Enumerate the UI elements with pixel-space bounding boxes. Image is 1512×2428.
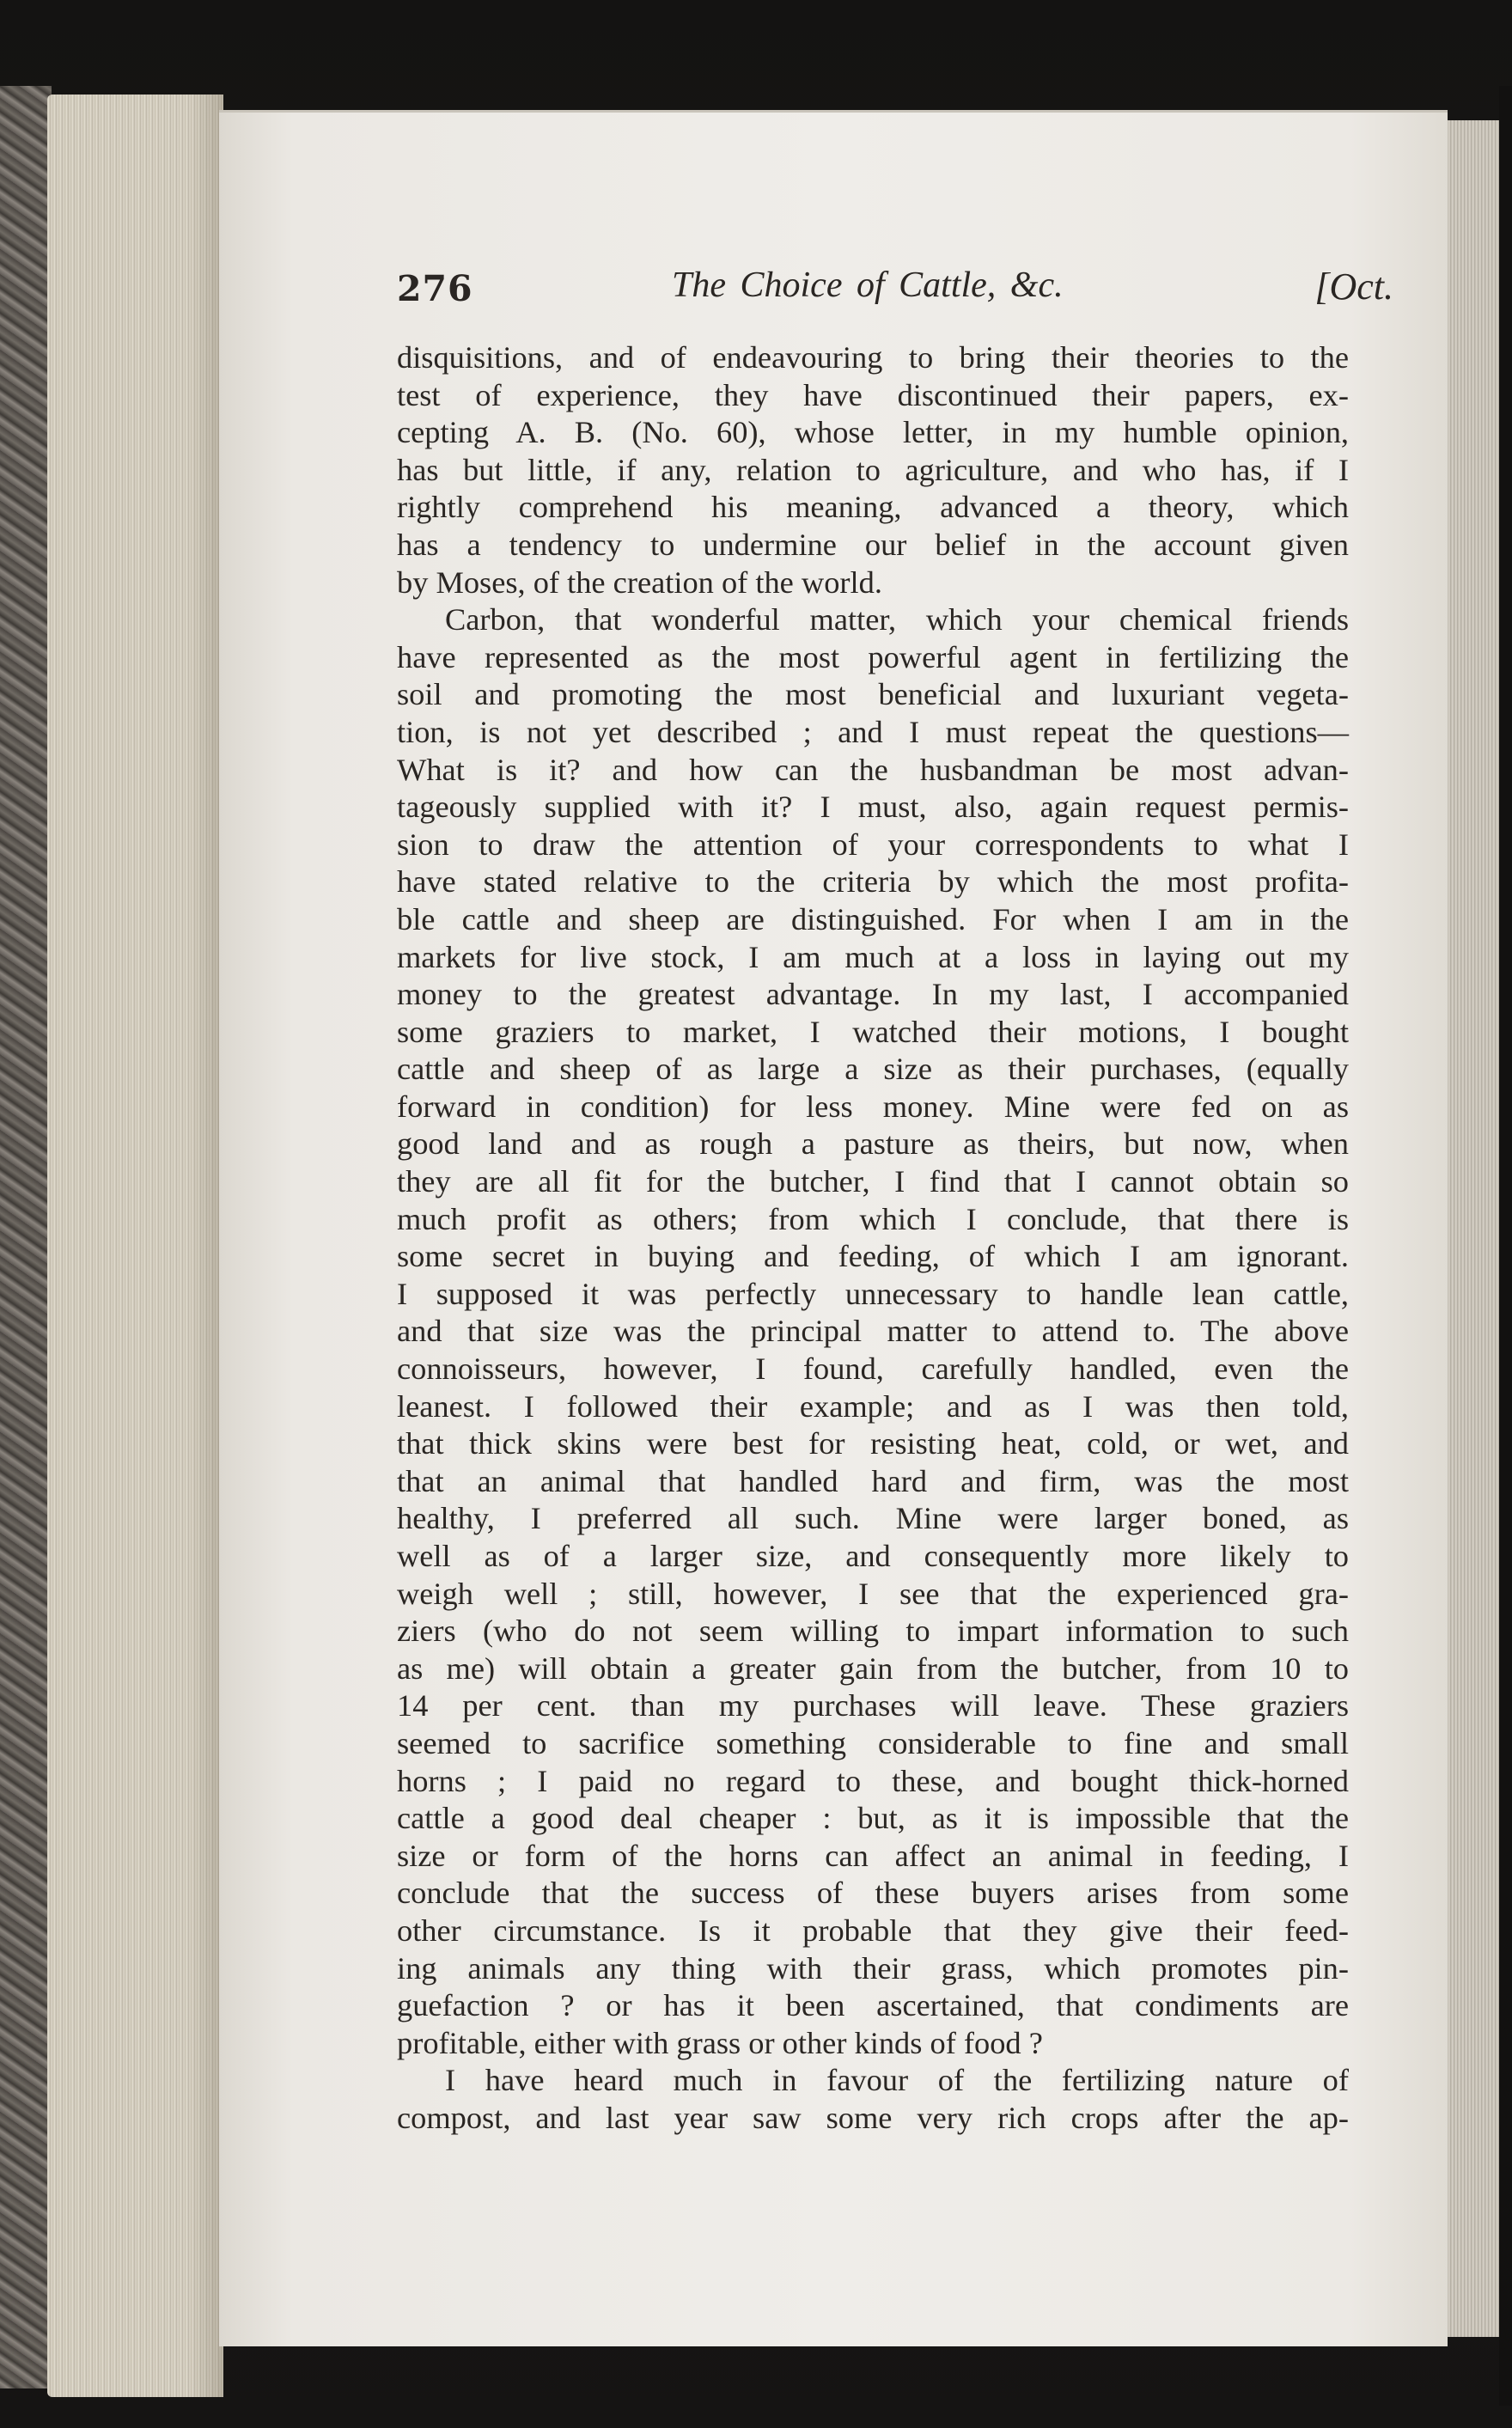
text-line: I have heard much in favour of the fertilizing nature of bbox=[445, 2063, 1349, 2098]
text-line: have represented as the most powerful agent in fertilizing the bbox=[397, 639, 1349, 674]
text-line: has but little, if any, relation to agriculture, and who has, if I bbox=[397, 452, 1349, 487]
text-line: forward in condition) for less money. Mine were fed on as bbox=[397, 1089, 1349, 1124]
right-scan-border bbox=[1499, 86, 1512, 2406]
text-line: well as of a larger size, and consequently more likely to bbox=[397, 1539, 1349, 1573]
text-line: horns ; I paid no regard to these, and bought thick-horned bbox=[397, 1763, 1349, 1798]
marbled-book-cover bbox=[0, 86, 52, 2388]
text-line: that thick skins were best for resisting heat, cold, or wet, and bbox=[397, 1426, 1349, 1461]
text-line: some secret in buying and feeding, of which I am ignorant. bbox=[397, 1239, 1349, 1274]
text-line: tion, is not yet described ; and I must repeat the questions— bbox=[397, 714, 1349, 749]
text-line: that an animal that handled hard and firm, was the most bbox=[397, 1463, 1349, 1498]
text-line: tageously supplied with it? I must, also, again request permis- bbox=[397, 790, 1349, 825]
body-text bbox=[397, 339, 1349, 2138]
text-line: ble cattle and sheep are distinguished. For when I am in the bbox=[397, 901, 1349, 936]
text-line: weigh well ; still, however, I see that the experienced gra- bbox=[397, 1576, 1349, 1611]
text-line: disquisitions, and of endeavouring to bring their theories to the bbox=[397, 340, 1349, 375]
text-line: conclude that the success of these buyers arises from some bbox=[397, 1876, 1349, 1911]
text-line: good land and as rough a pasture as theirs, but now, when bbox=[397, 1126, 1349, 1162]
text-line: profitable, either with grass or other kinds of food ? bbox=[397, 2025, 1043, 2060]
text-line: much profit as others; from which I conclude, that there is bbox=[397, 1201, 1349, 1236]
text-line: money to the greatest advantage. In my last, I accompanied bbox=[397, 977, 1349, 1012]
text-line: they are all fit for the butcher, I find that I cannot obtain so bbox=[397, 1164, 1349, 1199]
text-line: has a tendency to undermine our belief in the account given bbox=[397, 527, 1349, 562]
text-line: sion to draw the attention of your correspondents to what I bbox=[397, 827, 1349, 862]
running-head bbox=[397, 265, 1393, 316]
text-line: ziers (who do not seem willing to impart information to such bbox=[397, 1614, 1349, 1649]
running-title: The Choice of Cattle, &c. bbox=[672, 265, 1064, 305]
page-number: 276 bbox=[397, 268, 473, 309]
text-line: seemed to sacrifice something considerable to fine and small bbox=[397, 1725, 1349, 1760]
text-line: soil and promoting the most beneficial and luxuriant vegeta- bbox=[397, 677, 1349, 712]
text-line: guefaction ? or has it been ascertained, that condiments are bbox=[397, 1988, 1349, 2023]
text-line: some graziers to market, I watched their motions, I bought bbox=[397, 1014, 1349, 1049]
running-month: [Oct. bbox=[1314, 265, 1393, 308]
text-line: and that size was the principal matter to attend to. The above bbox=[397, 1314, 1349, 1349]
text-line: connoisseurs, however, I found, carefully handled, even the bbox=[397, 1351, 1349, 1387]
text-line: by Moses, of the creation of the world. bbox=[397, 564, 882, 600]
text-line: cattle and sheep of as large a size as their purchases, (equally bbox=[397, 1052, 1349, 1087]
text-line: Carbon, that wonderful matter, which your chemical friends bbox=[445, 602, 1349, 638]
text-line: compost, and last year saw some very rich crops after the ap- bbox=[397, 2100, 1349, 2135]
text-line: healthy, I preferred all such. Mine were larger boned, as bbox=[397, 1501, 1349, 1536]
text-line: cattle a good deal cheaper : but, as it is impossible that the bbox=[397, 1801, 1349, 1836]
text-line: What is it? and how can the husbandman be most advan- bbox=[397, 752, 1349, 787]
text-line: leanest. I followed their example; and as I was then told, bbox=[397, 1388, 1349, 1424]
text-line: size or form of the horns can affect an animal in feeding, I bbox=[397, 1838, 1349, 1873]
right-page-edges bbox=[1448, 120, 1499, 2337]
text-line: cepting A. B. (No. 60), whose letter, in my humble opinion, bbox=[397, 415, 1349, 450]
text-line: markets for live stock, I am much at a loss in laying out my bbox=[397, 939, 1349, 974]
text-line: other circumstance. Is it probable that they give their feed- bbox=[397, 1913, 1349, 1948]
text-line: have stated relative to the criteria by which the most profita- bbox=[397, 864, 1349, 900]
text-line: as me) will obtain a greater gain from the butcher, from 10 to bbox=[397, 1650, 1349, 1686]
left-page-edges bbox=[47, 95, 223, 2397]
text-line: I supposed it was perfectly unnecessary to handle lean cattle, bbox=[397, 1276, 1349, 1311]
text-line: test of experience, they have discontinued their papers, ex- bbox=[397, 377, 1349, 412]
text-line: rightly comprehend his meaning, advanced a theory, which bbox=[397, 490, 1349, 525]
text-line: 14 per cent. than my purchases will leave. These graziers bbox=[397, 1688, 1349, 1723]
text-line: ing animals any thing with their grass, which promotes pin- bbox=[397, 1950, 1349, 1986]
